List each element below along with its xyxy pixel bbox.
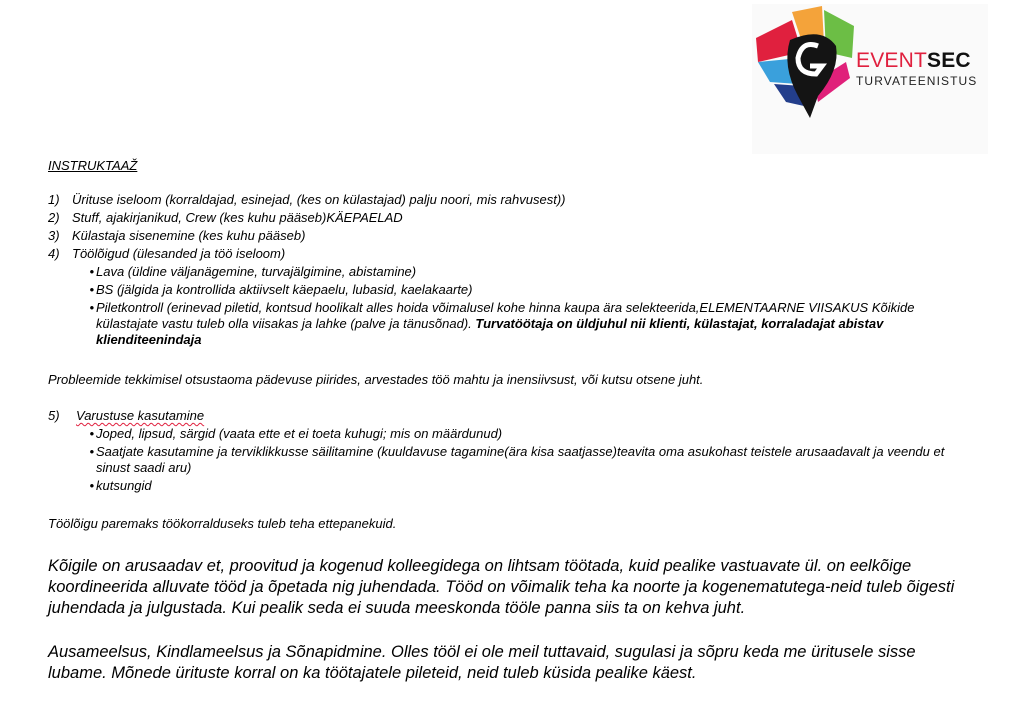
bullet-item: [48, 444, 948, 476]
bullet-item: [48, 478, 948, 494]
bullet-text: Joped, lipsud, särgid (vaata ette et ei toeta kuhugi; mis on määrdunud): [96, 426, 503, 441]
bullet-dot-icon: •: [89, 444, 94, 459]
bullet-item: [48, 426, 948, 442]
list-item: [48, 246, 566, 264]
list-text: Varustuse kasutamine: [76, 408, 205, 423]
list-number: 2): [48, 210, 60, 225]
bullet-text: BS (jälgida ja kontrollida aktiivselt käepaelu, lubasid, kaelakaarte): [96, 282, 473, 297]
brand-event: EVENT: [856, 49, 928, 72]
paragraph: Töölõigu paremaks töökorralduseks tuleb teha ettepanekuid.: [48, 516, 397, 531]
brand-subtitle: TURVATEENISTUS: [856, 74, 978, 88]
bullet-dot-icon: •: [89, 264, 94, 279]
bullet-item: [48, 300, 948, 348]
bullet-item: [48, 282, 948, 298]
list-text: Stuff, ajakirjanikud, Crew (kes kuhu pääseb)KÄEPAELAD: [72, 210, 403, 225]
list-number: 1): [48, 192, 60, 207]
list-item: [48, 210, 566, 228]
bullet-list: [48, 426, 948, 496]
paragraph-large: Ausameelsus, Kindlameelsus ja Sõnapidmine. Olles tööl ei ole meil tuttavaid, sugulasi ja sõpru keda me üritusele sisse lubame. Mõnede ürituste korral on ka töötajatele pileteid, neid tuleb küsida pealike käest.: [48, 643, 916, 682]
bullet-text-bold: Turvatöötaja on üldjuhul nii klienti, külastajat, korraladajat abistav klienditeenindaja: [96, 316, 884, 347]
list-item: [48, 408, 204, 426]
list-text: Ürituse iseloom (korraldajad, esinejad, (kes on külastajad) palju noori, mis rahvusest)): [72, 192, 566, 207]
list-number: 4): [48, 246, 60, 261]
bullet-list: [48, 264, 948, 350]
numbered-list: [48, 192, 566, 264]
list-text: Töölõigud (ülesanded ja töö iseloom): [72, 246, 286, 261]
list-number: 3): [48, 228, 60, 243]
bullet-text: Lava (üldine väljanägemine, turvajälgimine, abistamine): [96, 264, 417, 279]
list-number: 5): [48, 408, 60, 423]
bullet-dot-icon: •: [89, 426, 94, 441]
paragraph: Probleemide tekkimisel otsustaoma pädevuse piirides, arvestades töö mahtu ja inensiivsust, või kutsu otsene juht.: [48, 372, 704, 387]
document-heading: INSTRUKTAAŽ: [48, 158, 138, 173]
brand-sec: SEC: [927, 49, 971, 72]
bullet-item: [48, 264, 948, 280]
bullet-text: [94, 300, 948, 348]
bullet-text: kutsungid: [96, 478, 152, 493]
bullet-dot-icon: •: [89, 478, 94, 493]
bullet-text: Saatjate kasutamine ja terviklikkusse säilitamine (kuuldavuse tagamine(ära kisa saatjasse)teavita oma asukohast teistele arusaadavalt ja veendu et sinust saadi aru): [96, 444, 945, 475]
paragraph-large: Kõigile on arusaadav et, proovitud ja kogenud kolleegidega on lihtsam töötada, kuid pealike vastuavate ül. on eelkõige koordineerida alluvate tööd ja õpetada nig juhendada. Tööd on võimalik teha ka noorte ja kogenematutega-neid tuleb õigesti juhendada ja julgustada. Kui pealik seda ei suuda meeskonda tööle panna siis ta on kehva juht.: [48, 557, 955, 617]
bullet-dot-icon: •: [89, 300, 94, 315]
list-item: [48, 192, 566, 210]
shield-g-logo-icon: [752, 4, 856, 124]
list-text: Külastaja sisenemine (kes kuhu pääseb): [72, 228, 306, 243]
brand-name: [856, 50, 971, 72]
company-logo: [752, 4, 988, 154]
bullet-text-plain: Piletkontroll (erinevad piletid, kontsud hoolikalt alles hoida võimalusel kohe hinna kaupa ära selekteerida,ELEMENTAARNE VIISAKUS Kõikide külastajate vastu tuleb olla viisakas ja lahke (palve ja tänusõnad).: [96, 300, 915, 331]
list-item: [48, 228, 566, 246]
bullet-dot-icon: •: [89, 282, 94, 297]
